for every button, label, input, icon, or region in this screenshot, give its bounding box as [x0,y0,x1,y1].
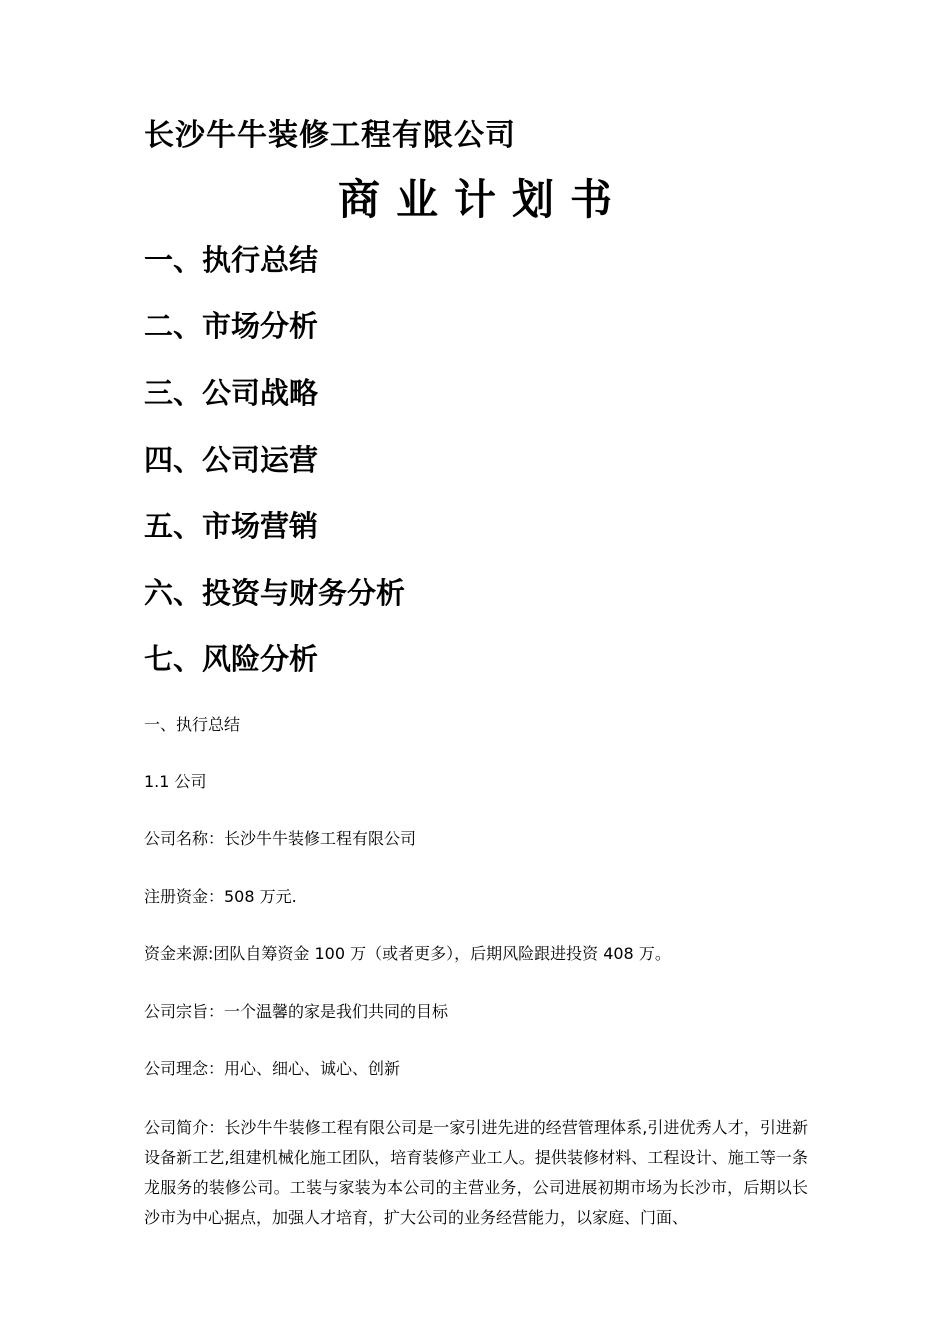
toc-item-investment-finance: 六、投资与财务分析 [144,576,406,610]
registered-capital-line: 注册资金：508 万元. [144,887,297,906]
toc-item-market-analysis: 二、市场分析 [144,309,319,343]
toc-item-executive-summary: 一、执行总结 [144,243,319,277]
philosophy-line: 公司理念：用心、细心、诚心、创新 [144,1059,401,1078]
toc-item-marketing: 五、市场营销 [144,509,319,543]
company-introduction: 公司简介：长沙牛牛装修工程有限公司是一家引进先进的经营管理体系,引进优秀人才，引进新设备新工艺,组建机械化施工团队，培育装修产业工人。提供装修材料、工程设计、施工等一条龙服务的装修公司。工装与家装为本公司的主营业务，公司进展初期市场为长沙市，后期以长沙市为中心据点，加强人才培育，扩大公司的业务经营能力，以家庭、门面、 [144,1118,808,1227]
toc-item-company-operations: 四、公司运营 [144,443,319,477]
toc-item-risk-analysis: 七、风险分析 [144,642,319,676]
company-name-line: 公司名称：长沙牛牛装修工程有限公司 [144,829,417,848]
company-title: 长沙牛牛装修工程有限公司 [144,118,516,153]
section-heading: 一、执行总结 [144,715,241,734]
subsection-heading: 1.1 公司 [144,772,207,791]
document-title: 商业计划书 [337,175,628,224]
funding-source-line: 资金来源:团队自筹资金 100 万（或者更多），后期风险跟进投资 408 万。 [144,944,671,963]
toc-item-company-strategy: 三、公司战略 [144,376,319,410]
mission-line: 公司宗旨：一个温馨的家是我们共同的目标 [144,1002,449,1021]
